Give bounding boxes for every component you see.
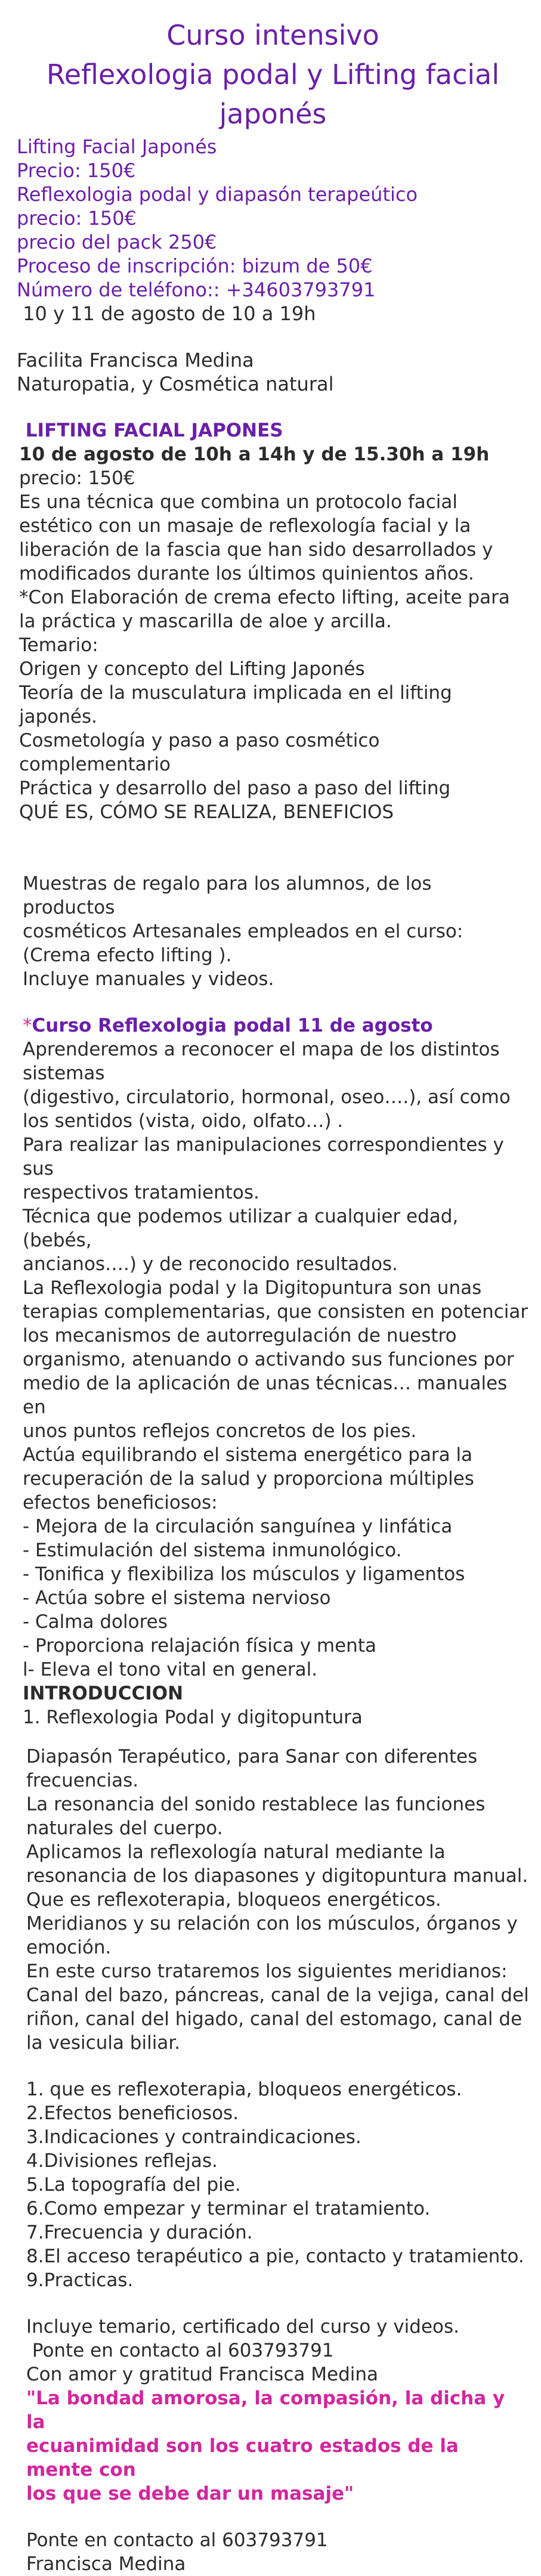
benefit-item: - Tonifica y flexibiliza los músculos y ligamentos	[23, 1563, 465, 1585]
info-line: Precio: 150€	[17, 159, 136, 182]
signature-line: Francisca Medina	[26, 2553, 186, 2575]
info-line: precio del pack 250€	[17, 231, 217, 253]
title-line: Curso intensivo	[166, 19, 379, 51]
facilitator	[17, 348, 529, 396]
page-title	[17, 16, 529, 134]
phone-line: Número de teléfono:: +34603793791	[17, 278, 376, 301]
diapason-line: riñon, canal del higado, canal del estomago, canal de	[26, 2008, 523, 2030]
title-line: Reflexologia podal y Lifting facial	[46, 58, 500, 91]
diapason-line: Que es reflexoterapia, bloqueos energéticos.	[26, 1889, 441, 1911]
contact-line: Ponte en contacto al 603793791	[26, 2529, 328, 2551]
facilitator-line: Facilita Francisca Medina	[17, 349, 254, 371]
reflexologia-section	[17, 1014, 529, 1729]
title-line: japonés	[219, 98, 327, 130]
dates-line	[17, 302, 529, 326]
samples-line: (Crema efecto lifting ).	[23, 945, 232, 966]
diapason-section	[17, 1745, 529, 2055]
benefit-item: - Proporciona relajación física y menta	[23, 1635, 376, 1657]
reflexologia-line: unos puntos reflejos concretos de los pies.	[23, 1420, 417, 1442]
heading-asterisk: *	[23, 1015, 32, 1036]
lifting-line: QUÉ ES, CÓMO SE REALIZA, BENEFICIOS	[19, 801, 394, 823]
diapason-line: Diapasón Terapéutico, para Sanar con diferentes	[26, 1746, 478, 1767]
syllabus-item: 6.Como empezar y terminar el tratamiento.	[26, 2198, 431, 2219]
lifting-schedule: 10 de agosto de 10h a 14h y de 15.30h a 19h	[19, 444, 490, 465]
info-line: precio: 150€	[17, 207, 137, 230]
lifting-line: japonés.	[19, 706, 97, 727]
info-line: Proceso de inscripción: bizum de 50€	[17, 255, 373, 277]
lifting-line: Teoría de la musculatura implicada en el lifting	[19, 682, 452, 704]
footer	[17, 2528, 529, 2576]
samples-line: Muestras de regalo para los alumnos, de los productos	[23, 873, 438, 918]
syllabus-item: 1. que es reflexoterapia, bloqueos energéticos.	[26, 2079, 462, 2100]
reflexologia-line: Para realizar las manipulaciones correspondientes y sus	[23, 1134, 510, 1179]
reflexologia-line: sistemas	[23, 1063, 105, 1084]
lifting-section	[17, 419, 529, 824]
reflexologia-line: respectivos tratamientos.	[23, 1182, 259, 1203]
lifting-line: la práctica y mascarilla de aloe y arcilla.	[19, 611, 392, 632]
benefit-item: - Actúa sobre el sistema nervioso	[23, 1587, 331, 1609]
intro-heading: INTRODUCCION	[23, 1683, 184, 1704]
closing-line: Incluye temario, certificado del curso y videos.	[26, 2316, 460, 2337]
reflexologia-line: (digestivo, circulatorio, hormonal, oseo….), así como	[23, 1086, 511, 1108]
diapason-line: Aplicamos la reflexología natural mediante la	[26, 1841, 446, 1863]
syllabus-item: 7.Frecuencia y duración.	[26, 2222, 253, 2243]
diapason-line: resonancia de los diapasones y digitopuntura manual.	[26, 1865, 528, 1887]
lifting-line: Es una técnica que combina un protocolo facial	[19, 491, 458, 513]
syllabus-item: 4.Divisiones reflejas.	[26, 2150, 218, 2172]
diapason-line: Canal del bazo, páncreas, canal de la vejiga, canal del	[26, 1984, 529, 2006]
benefit-item: - Estimulación del sistema inmunológico.	[23, 1540, 402, 1561]
intro-item: 1. Reflexologia Podal y digitopuntura	[23, 1707, 363, 1728]
reflexologia-line: los sentidos (vista, oido, olfato…) .	[23, 1110, 344, 1132]
reflexologia-line: los mecanismos de autorregulación de nuestro	[23, 1325, 457, 1346]
lifting-line: Práctica y desarrollo del paso a paso del lifting	[19, 778, 451, 799]
reflexologia-line: ancianos….) y de reconocido resultados.	[23, 1253, 398, 1275]
syllabus-item: 2.Efectos beneficiosos.	[26, 2103, 239, 2124]
lifting-line: precio: 150€	[19, 467, 135, 489]
syllabus-list	[17, 2077, 529, 2292]
lifting-line: Temario:	[19, 634, 98, 656]
lifting-line: Origen y concepto del Lifting Japonés	[19, 658, 365, 680]
reflexologia-line: efectos beneficiosos:	[23, 1492, 218, 1513]
syllabus-item: 3.Indicaciones y contraindicaciones.	[26, 2126, 361, 2148]
reflexologia-line: medio de la aplicación de unas técnicas… manuales en	[23, 1373, 514, 1418]
reflexologia-heading-text: Curso Reflexologia podal 11 de agosto	[32, 1015, 433, 1036]
diapason-line: Meridianos y su relación con los músculos, órganos y	[26, 1913, 518, 1934]
lifting-line: liberación de la fascia que han sido desarrollados y	[19, 539, 493, 561]
reflexologia-heading	[23, 1014, 529, 1038]
contact-line: Ponte en contacto al 603793791	[26, 2340, 334, 2361]
samples-line: cosméticos Artesanales empleados en el curso:	[23, 921, 463, 942]
syllabus-item: 9.Practicas.	[26, 2270, 134, 2291]
benefit-item: l- Eleva el tono vital en general.	[23, 1659, 318, 1680]
syllabus-item: 5.La topografía del pie.	[26, 2174, 241, 2196]
closing-section	[17, 2315, 529, 2506]
reflexologia-line: terapias complementarias, que consisten en potenciar	[23, 1301, 528, 1323]
facilitator-line: Naturopatia, y Cosmética natural	[17, 373, 334, 395]
reflexologia-line: La Reflexologia podal y la Digitopuntura son unas	[23, 1277, 482, 1299]
closing-line: Con amor y gratitud Francisca Medina	[26, 2364, 379, 2385]
quote-line: "La bondad amorosa, la compasión, la dicha y la	[26, 2388, 512, 2433]
lifting-heading: LIFTING FACIAL JAPONES	[19, 420, 283, 441]
syllabus-item: 8.El acceso terapéutico a pie, contacto y tratamiento.	[26, 2246, 524, 2267]
samples-line: Incluye manuales y videos.	[23, 968, 274, 990]
quote-line: los que se debe dar un masaje"	[26, 2483, 354, 2504]
diapason-line: En este curso trataremos los siguientes meridianos:	[26, 1961, 508, 1982]
reflexologia-line: recuperación de la salud y proporciona múltiples	[23, 1468, 474, 1490]
samples-section	[17, 872, 529, 991]
benefit-item: - Mejora de la circulación sanguínea y linfática	[23, 1516, 453, 1537]
reflexologia-line: Técnica que podemos utilizar a cualquier edad, (bebés,	[23, 1206, 465, 1251]
diapason-line: emoción.	[26, 1937, 112, 1958]
reflexologia-line: Aprenderemos a reconocer el mapa de los distintos	[23, 1039, 500, 1060]
diapason-line: la vesicula biliar.	[26, 2032, 181, 2054]
diapason-line: frecuencias.	[26, 1770, 139, 1791]
diapason-line: La resonancia del sonido restablece las funciones	[26, 1794, 486, 1815]
dates-text: 10 y 11 de agosto de 10 a 19h	[17, 302, 316, 325]
pricing-info	[17, 135, 529, 302]
reflexologia-line: organismo, atenuando o activando sus funciones por	[23, 1349, 514, 1370]
diapason-line: naturales del cuerpo.	[26, 1818, 223, 1839]
info-line: Reflexologia podal y diapasón terapeútico	[17, 183, 418, 206]
quote-line: ecuanimidad son los cuatro estados de la mente con	[26, 2435, 465, 2481]
reflexologia-line: Actúa equilibrando el sistema energético para la	[23, 1444, 473, 1466]
lifting-line: Cosmetología y paso a paso cosmético complementario	[19, 730, 386, 775]
lifting-line: estético con un masaje de reflexología facial y la	[19, 515, 471, 537]
info-line: Lifting Facial Japonés	[17, 135, 217, 158]
benefit-item: - Calma dolores	[23, 1611, 168, 1633]
lifting-line: modificados durante los últimos quinientos años.	[19, 563, 474, 584]
lifting-line: *Con Elaboración de crema efecto lifting, aceite para	[19, 587, 510, 608]
